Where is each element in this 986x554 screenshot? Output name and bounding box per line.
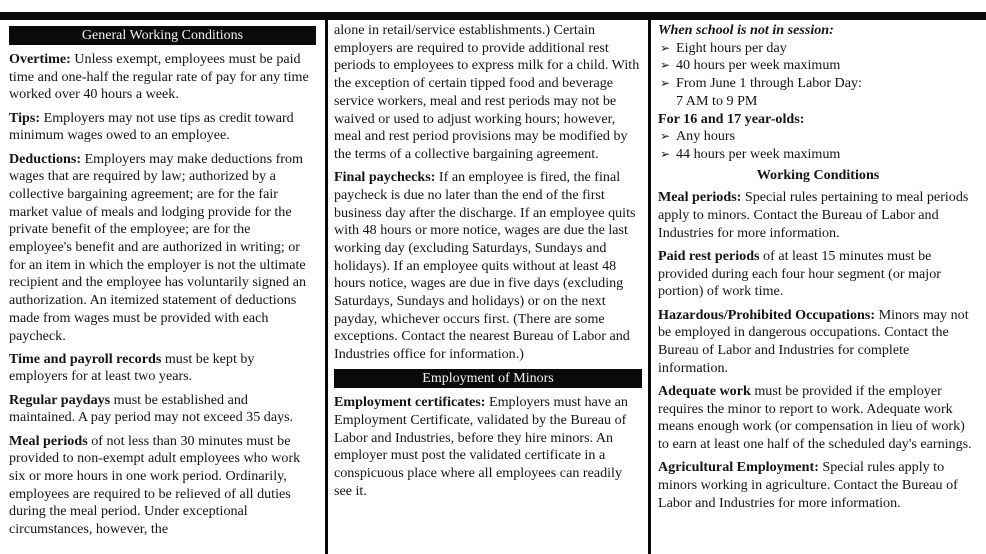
bullet-text: 40 hours per week maximum <box>676 57 841 74</box>
paragraph-hazardous-occupations <box>658 307 978 378</box>
paragraph-final-paychecks <box>334 169 642 364</box>
term-hazardous-occupations: Hazardous/Prohibited Occupations: <box>658 306 876 323</box>
column-minors-hours-and-conditions <box>658 22 978 554</box>
section-header-general-working-conditions: General Working Conditions <box>9 26 316 45</box>
text-agricultural-employment: Special rules apply to minors working in agriculture. Contact the Bureau of Labor and Industries for more information. <box>658 459 958 511</box>
paragraph-meal-periods <box>9 433 316 539</box>
arrow-bullet-icon: ➢ <box>660 40 671 55</box>
term-adequate-work: Adequate work <box>658 382 751 399</box>
term-meal-periods: Meal periods <box>9 432 88 449</box>
text-regular-paydays: must be established and maintained. A pay period may not exceed 35 days. <box>9 391 294 426</box>
column-general-working-conditions <box>9 22 316 554</box>
paragraph-regular-paydays <box>9 392 316 427</box>
arrow-bullet-icon: ➢ <box>660 58 671 73</box>
arrow-bullet-icon: ➢ <box>660 76 671 91</box>
paragraph-employment-certificates <box>334 394 642 500</box>
bullet-continuation: 7 AM to 9 PM <box>676 92 758 109</box>
term-paid-rest-periods: Paid rest periods <box>658 247 760 264</box>
bullet-text: 44 hours per week maximum <box>676 145 841 162</box>
paragraph-payroll-records <box>9 351 316 386</box>
top-rule <box>0 12 986 20</box>
heading-16-17-year-olds: For 16 and 17 year-olds: <box>658 110 805 127</box>
term-agricultural-employment: Agricultural Employment: <box>658 459 819 476</box>
paragraph-adequate-work <box>658 383 978 454</box>
bullet-item <box>658 128 978 146</box>
text-hazardous-occupations: Minors may not be employed in dangerous occupations. Contact the Bureau of Labor and Industries for complete information. <box>658 306 969 376</box>
term-payroll-records: Time and payroll records <box>9 350 162 367</box>
heading-school-not-in-session: When school is not in session: <box>658 22 834 38</box>
paragraph-paid-rest-periods <box>658 248 978 301</box>
heading-working-conditions: Working Conditions <box>756 166 880 183</box>
term-overtime: Overtime: <box>9 51 71 67</box>
column-divider-right <box>648 20 651 554</box>
text-deductions: Employers may make deductions from wages that are required by law; authorized by a collective bargaining agreement; are for the fair market value of meals and lodging provide for the private benefit of the employee; are for the employee's benefit and are authorized in writing; or for an item in which the employer is not the ultimate recipient and the employee has voluntarily signed an authorization. An itemized statement of deductions made from wages must be provided with each paycheck. <box>9 150 307 344</box>
text-final-paychecks: If an employee is fired, the final paycheck is due no later than the end of the first business day after the discharge. If an employee quits with 48 hours or more notice, wages are due the last working day (excluding Saturdays, Sundays and holidays). If an employee quits without at least 48 hours notice, wages are due in five days (excluding Saturdays, Sundays and holidays) or on the next payday, whichever occurs first. (There are some exceptions. Contact the nearest Bureau of Labor and Industries office for information.) <box>334 169 636 363</box>
text-meal-periods: of not less than 30 minutes must be provided to non-exempt adult employees who work six or more hours in one work period. Ordinarily, employees are required to be relieved of all duties during the meal period. Under exceptional circumstances, however, the <box>9 432 301 538</box>
paragraph-minor-meal-periods <box>658 189 978 242</box>
bullet-text: From June 1 through Labor Day: <box>676 75 862 92</box>
term-tips: Tips: <box>9 109 41 126</box>
term-employment-certificates: Employment certificates: <box>334 394 486 411</box>
paragraph-deductions <box>9 151 316 346</box>
paragraph-agricultural-employment <box>658 459 978 512</box>
text-overtime: Unless exempt, employees must be paid time and one-half the regular rate of pay for any time worked over 40 hours a week. <box>9 51 309 103</box>
term-final-paychecks: Final paychecks: <box>334 169 436 186</box>
bullet-item <box>658 75 978 93</box>
text-adequate-work: must be provided if the employer requires the minor to report to work. Adequate work means enough work (or compensation in lieu of work) to earn at least one half of the scheduled day's earnings. <box>658 382 972 452</box>
text-payroll-records: must be kept by employers for at least two years. <box>9 350 255 385</box>
section-header-employment-of-minors: Employment of Minors <box>334 369 642 388</box>
bullet-item <box>658 146 978 164</box>
bullet-item <box>658 57 978 75</box>
term-minor-meal-periods: Meal periods: <box>658 189 742 206</box>
column-divider-left <box>325 20 328 554</box>
bullet-text: Any hours <box>676 128 736 145</box>
paragraph-overtime <box>9 51 316 104</box>
text-employment-certificates: Employers must have an Employment Certificate, validated by the Bureau of Labor and Industries, before they hire minors. An employer must post the validated certificate in a conspicuous place where all employees can readily see it. <box>334 394 628 499</box>
bullet-text: Eight hours per day <box>676 39 787 56</box>
paragraph-tips <box>9 110 316 145</box>
term-deductions: Deductions: <box>9 150 82 167</box>
term-regular-paydays: Regular paydays <box>9 391 111 408</box>
text-tips: Employers may not use tips as credit toward minimum wages owed to an employee. <box>9 109 294 144</box>
arrow-bullet-icon: ➢ <box>660 146 671 161</box>
paragraph-rest-periods-continued: alone in retail/service establishments.) Certain employers are required to provide additional rest periods to employees to express milk for a child. With the exception of certain tipped food and beverage service workers, meal and rest periods may not be waived or used to adjust working hours; however, meal and rest period provisions may be modified by the terms of a collective bargaining agreement. <box>334 22 640 162</box>
arrow-bullet-icon: ➢ <box>660 129 671 144</box>
text-paid-rest-periods: of at least 15 minutes must be provided during each four hour segment (or major portion) of work time. <box>658 247 941 300</box>
text-minor-meal-periods: Special rules pertaining to meal periods apply to minors. Contact the Bureau of Labor and Industries for more information. <box>658 189 969 241</box>
bullet-item <box>658 40 978 58</box>
column-rest-periods-and-minors <box>334 22 642 554</box>
